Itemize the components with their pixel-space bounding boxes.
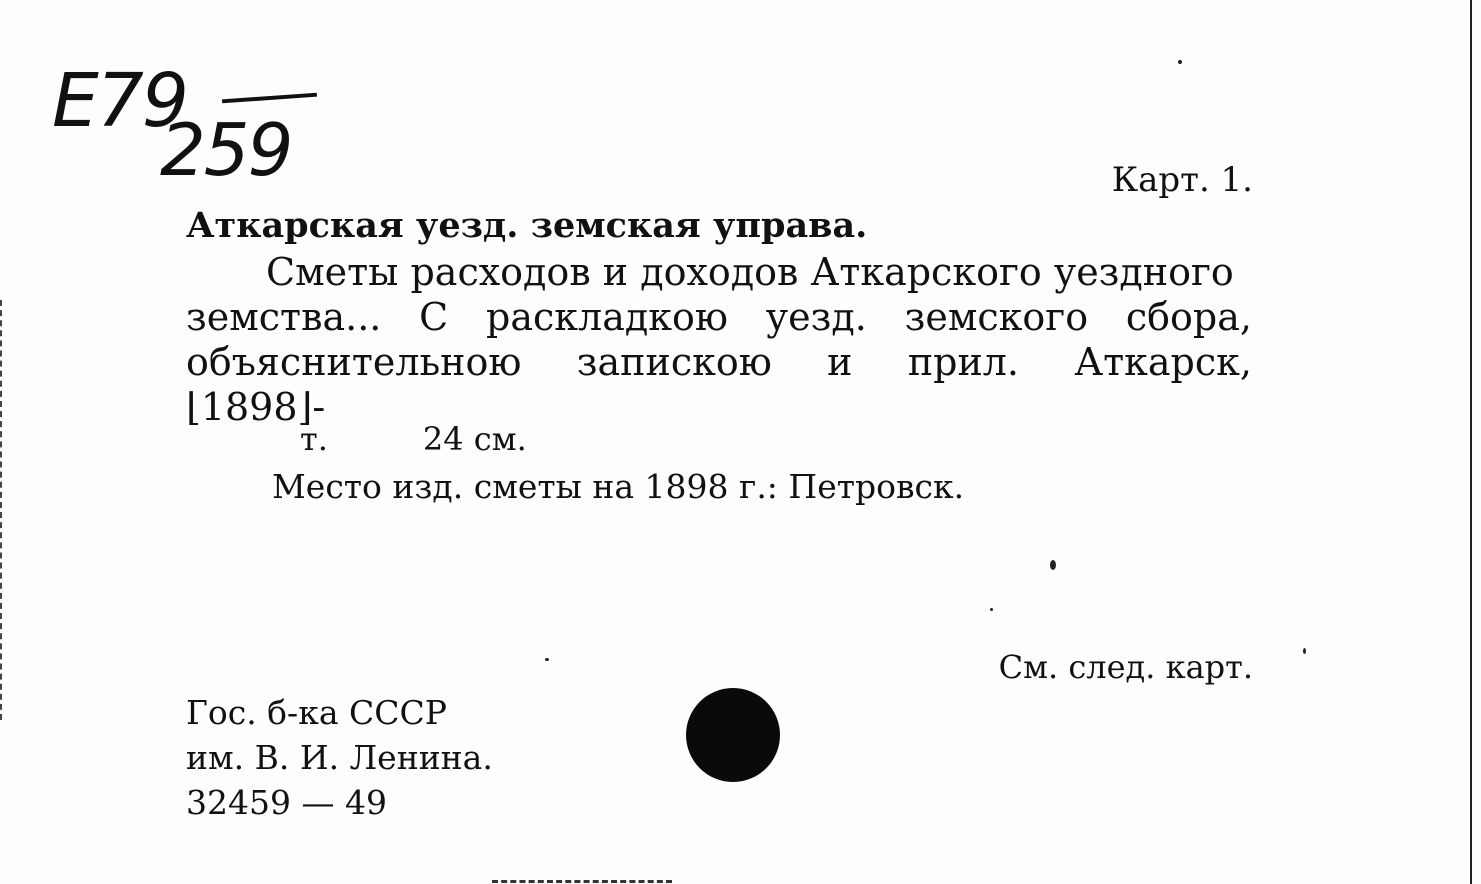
speck — [545, 658, 549, 661]
shelfmark-top: E79 — [52, 58, 187, 144]
body-word: Аткарск, — [1074, 340, 1252, 384]
body-word: и — [827, 340, 853, 384]
speck — [1303, 648, 1306, 654]
card-right-edge — [1470, 0, 1472, 884]
body-word: земского — [904, 295, 1089, 339]
body-word: объяснительною — [186, 340, 522, 384]
body-line-1 — [186, 250, 1252, 295]
body-word: сбора, — [1125, 295, 1252, 339]
handwritten-shelfmark — [52, 58, 312, 192]
body-line-3 — [186, 340, 1252, 385]
card-left-edge — [0, 300, 4, 720]
body-word: запискою — [576, 340, 772, 384]
body-text: Сметы расходов и доходов Аткарского уездного — [266, 250, 1234, 294]
speck — [990, 608, 993, 611]
body-word: земства... — [186, 295, 382, 339]
library-line-2: им. В. И. Ленина. — [186, 738, 493, 777]
card-number: Карт. 1. — [1111, 160, 1253, 200]
library-line-1: Гос. б-ка СССР — [186, 693, 447, 732]
publication-year: ⌊1898⌋- — [186, 385, 326, 429]
shelfmark-rule — [222, 93, 317, 104]
speck — [1178, 60, 1182, 64]
body-word: С — [419, 295, 449, 339]
volume-abbrev: т. — [300, 420, 328, 458]
size: 24 см. — [422, 420, 527, 458]
bottom-rule — [492, 880, 672, 884]
speck — [1050, 560, 1056, 570]
body-word: раскладкою — [486, 295, 728, 339]
body-word: уезд. — [765, 295, 867, 339]
shelfmark-bottom: 259 — [160, 108, 292, 192]
body-word: прил. — [907, 340, 1020, 384]
library-line-3: 32459 — 49 — [186, 783, 387, 822]
description-body — [186, 250, 1252, 430]
publication-note: Место изд. сметы на 1898 г.: Петровск. — [272, 467, 965, 506]
physical-extent — [300, 420, 527, 458]
library-imprint — [186, 690, 493, 825]
body-line-2 — [186, 295, 1252, 340]
heading: Аткарская уезд. земская управа. — [186, 205, 868, 246]
punch-hole — [686, 688, 780, 782]
see-next-card: См. след. карт. — [998, 648, 1253, 686]
